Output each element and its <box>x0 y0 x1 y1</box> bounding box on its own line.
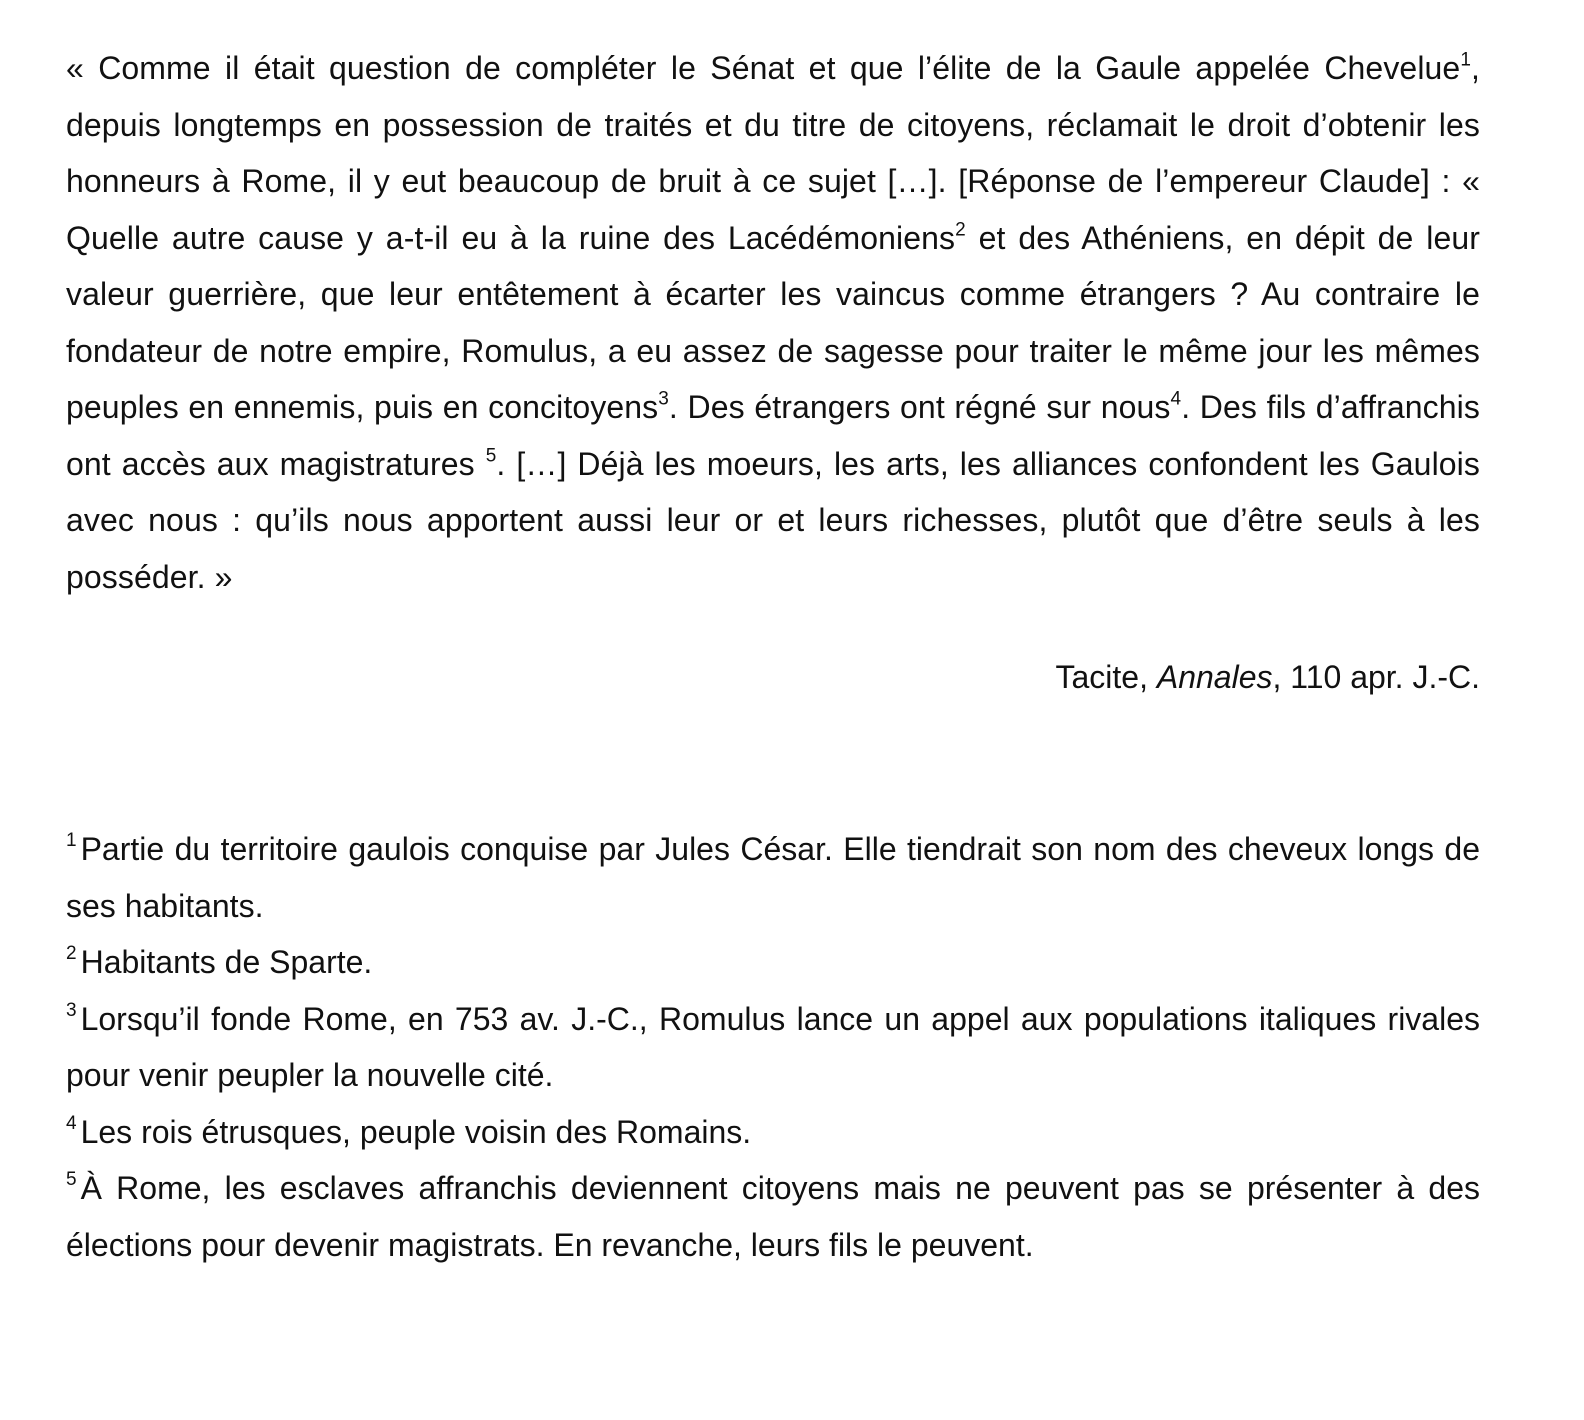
footnote <box>66 934 1480 991</box>
footnotes-list <box>66 821 1480 1273</box>
footnote-number: 5 <box>66 1169 77 1191</box>
attribution-date: , 110 apr. J.-C. <box>1272 659 1480 695</box>
footnote-text: Lorsqu’il fonde Rome, en 753 av. J.-C., Romulus lance un appel aux populations italiques rivales pour venir peupler la nouvelle cité. <box>66 1000 1480 1093</box>
source-attribution <box>66 649 1480 705</box>
quote-text: « Comme il était question de compléter le Sénat et que l’élite de la Gaule appelée Chevelue <box>66 50 1461 86</box>
footnote <box>66 1160 1480 1273</box>
footnote-ref-4: 4 <box>1170 388 1182 410</box>
attribution-work-title: Annales <box>1156 659 1273 695</box>
footnote-text: Les rois étrusques, peuple voisin des Romains. <box>80 1113 752 1150</box>
footnote-number: 4 <box>66 1112 77 1134</box>
quote-text: , depuis longtemps en possession de traités et du titre de citoyens, réclamait le droit d’obtenir les honneurs à Rome, il y eut beaucoup de bruit à ce sujet […]. [Réponse de l’empereur Claude] : « Quelle autre cause y a-t-il eu à la ruine des Lacédémoniens <box>66 50 1480 256</box>
quote-text: . Des fils d’affranchis ont accès aux magistratures <box>66 389 1480 482</box>
footnote-ref-5: 5 <box>485 444 497 466</box>
footnote-ref-3: 3 <box>658 388 669 410</box>
footnote-text: Habitants de Sparte. <box>80 944 373 980</box>
footnote-text: Partie du territoire gaulois conquise par Jules César. Elle tiendrait son nom des cheveux longs de ses habitants. <box>66 831 1480 924</box>
footnote-text: À Rome, les esclaves affranchis deviennent citoyens mais ne peuvent pas se présenter à des élections pour devenir magistrats. En revanche, leurs fils le peuvent. <box>66 1170 1480 1263</box>
footnote-number: 2 <box>66 943 77 965</box>
footnote-ref-2: 2 <box>955 218 966 240</box>
quote-text: . […] Déjà les moeurs, les arts, les alliances confondent les Gaulois avec nous : qu’ils nous apportent aussi leur or et leurs richesses, plutôt que d’être seuls à les posséder. » <box>66 445 1480 595</box>
footnote <box>66 991 1480 1104</box>
footnote-number: 1 <box>66 830 77 852</box>
quote-paragraph <box>66 40 1480 605</box>
footnote-number: 3 <box>66 999 77 1021</box>
quote-text: et des Athéniens, en dépit de leur valeur guerrière, que leur entêtement à écarter les vaincus comme étrangers ? Au contraire le fondateur de notre empire, Romulus, a eu assez de sagesse pour traiter le même jour les mêmes peuples en ennemis, puis en concitoyens <box>66 219 1480 425</box>
quote-text: . Des étrangers ont régné sur nous <box>668 389 1171 425</box>
footnote <box>66 1104 1480 1161</box>
document-page <box>66 40 1480 1273</box>
footnote-ref-1: 1 <box>1460 49 1471 71</box>
attribution-author: Tacite, <box>1055 659 1157 695</box>
footnote <box>66 821 1480 934</box>
